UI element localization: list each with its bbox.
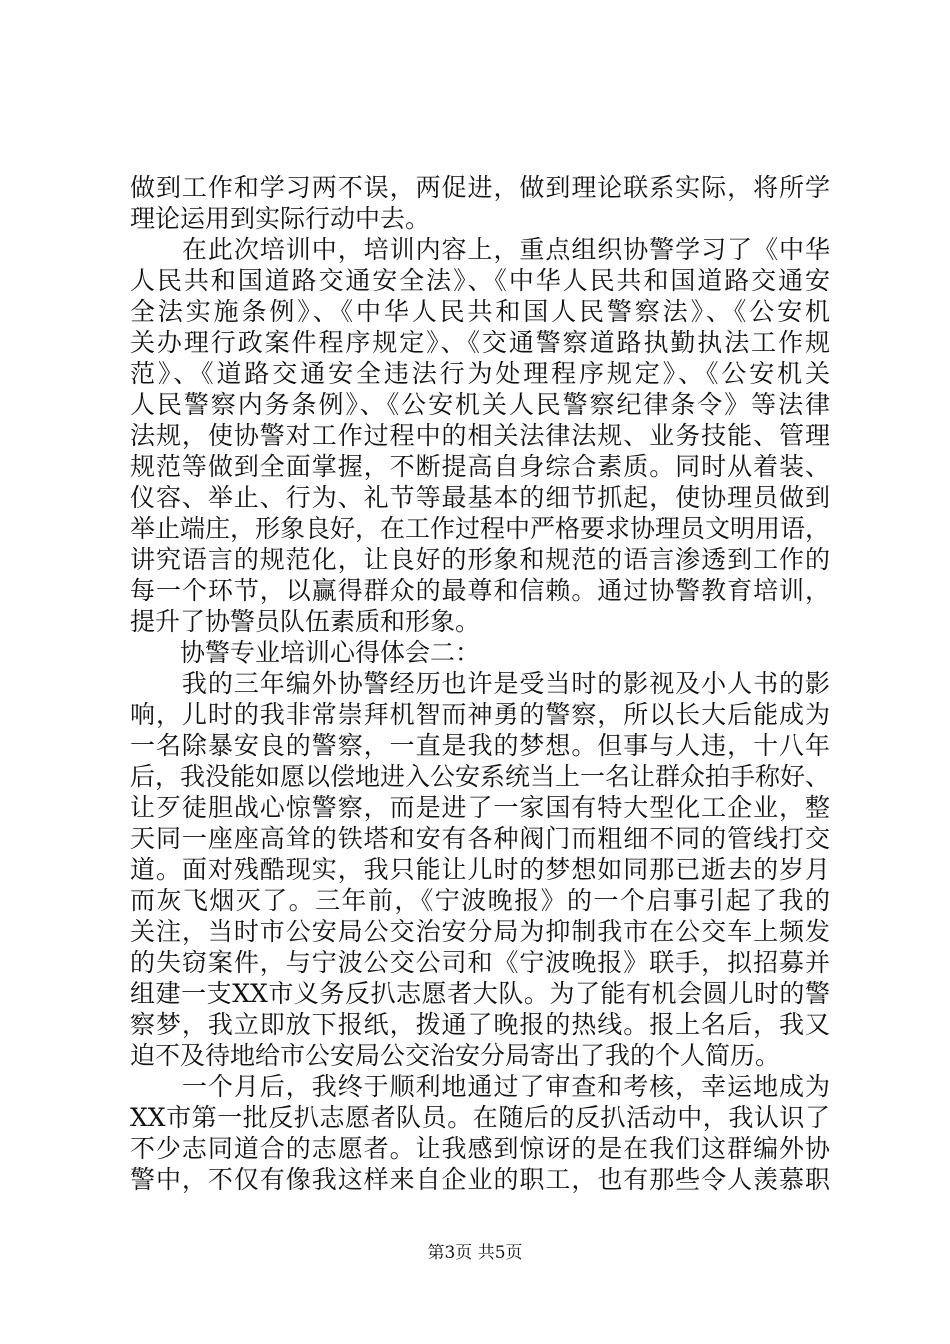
text-line: 范》、《道路交通安全违法行为处理程序规定》、《公安机关	[130, 359, 830, 388]
text-line: 提升了协警员队伍素质和形象。	[130, 607, 481, 636]
text-line: XX市第一批反扒志愿者队员。在随后的反扒活动中，我认识了	[130, 1103, 830, 1132]
page-footer	[0, 1242, 950, 1264]
text-line: 的失窃案件，与宁波公交公司和《宁波晚报》联手，拟招募并	[130, 948, 830, 977]
text-line: 仪容、举止、行为、礼节等最基本的细节抓起，使协理员做到	[130, 483, 830, 512]
text-line: 组建一支XX市义务反扒志愿者大队。为了能有机会圆儿时的警	[130, 979, 830, 1008]
text-line: 做到工作和学习两不误，两促进，做到理论联系实际，将所学	[130, 173, 830, 202]
text-line: 法规，使协警对工作过程中的相关法律法规、业务技能、管理	[130, 421, 830, 450]
text-line: 人民警察内务条例》、《公安机关人民警察纪律条令》等法律	[130, 390, 830, 419]
text-line: 不少志同道合的志愿者。让我感到惊讶的是在我们这群编外协	[130, 1134, 830, 1163]
text-line: 一名除暴安良的警察，一直是我的梦想。但事与人违，十八年	[130, 731, 830, 760]
text-line: 道。面对残酷现实，我只能让儿时的梦想如同那已逝去的岁月	[130, 855, 830, 884]
text-line: 理论运用到实际行动中去。	[130, 204, 431, 233]
section-heading: 协警专业培训心得体会二：	[130, 638, 481, 667]
text-line: 响，儿时的我非常崇拜机智而神勇的警察，所以长大后能成为	[130, 700, 830, 729]
text-line: 关注，当时市公安局公交治安分局为抑制我市在公交车上频发	[130, 917, 830, 946]
text-line: 而灰飞烟灭了。三年前，《宁波晚报》的一个启事引起了我的	[130, 886, 830, 915]
text-line: 每一个环节，以赢得群众的最尊和信赖。通过协警教育培训，	[130, 576, 830, 605]
text-line: 在此次培训中，培训内容上，重点组织协警学习了《中华	[130, 235, 830, 264]
page-number: 第3页 共5页	[427, 1243, 523, 1263]
text-line: 迫不及待地给市公安局公交治安分局寄出了我的个人简历。	[130, 1041, 781, 1070]
body-text	[130, 172, 830, 1195]
text-line: 举止端庄，形象良好，在工作过程中严格要求协理员文明用语，	[130, 514, 830, 543]
text-line: 让歹徒胆战心惊警察，而是进了一家国有特大型化工企业，整	[130, 793, 830, 822]
text-line: 规范等做到全面掌握，不断提高自身综合素质。同时从着装、	[130, 452, 830, 481]
text-line: 关办理行政案件程序规定》、《交通警察道路执勤执法工作规	[130, 328, 830, 357]
text-line: 讲究语言的规范化，让良好的形象和规范的语言渗透到工作的	[130, 545, 830, 574]
text-line: 人民共和国道路交通安全法》、《中华人民共和国道路交通安	[130, 266, 830, 295]
text-line: 察梦，我立即放下报纸，拨通了晚报的热线。报上名后，我又	[130, 1010, 830, 1039]
text-line: 全法实施条例》、《中华人民共和国人民警察法》、《公安机	[130, 297, 830, 326]
text-line: 我的三年编外协警经历也许是受当时的影视及小人书的影	[130, 669, 830, 698]
text-line: 天同一座座高耸的铁塔和安有各种阀门而粗细不同的管线打交	[130, 824, 830, 853]
text-line: 后，我没能如愿以偿地进入公安系统当上一名让群众拍手称好、	[130, 762, 830, 791]
text-line: 警中，不仅有像我这样来自企业的职工，也有那些令人羡慕职	[130, 1165, 830, 1194]
text-line: 一个月后，我终于顺利地通过了审查和考核，幸运地成为	[130, 1072, 830, 1101]
